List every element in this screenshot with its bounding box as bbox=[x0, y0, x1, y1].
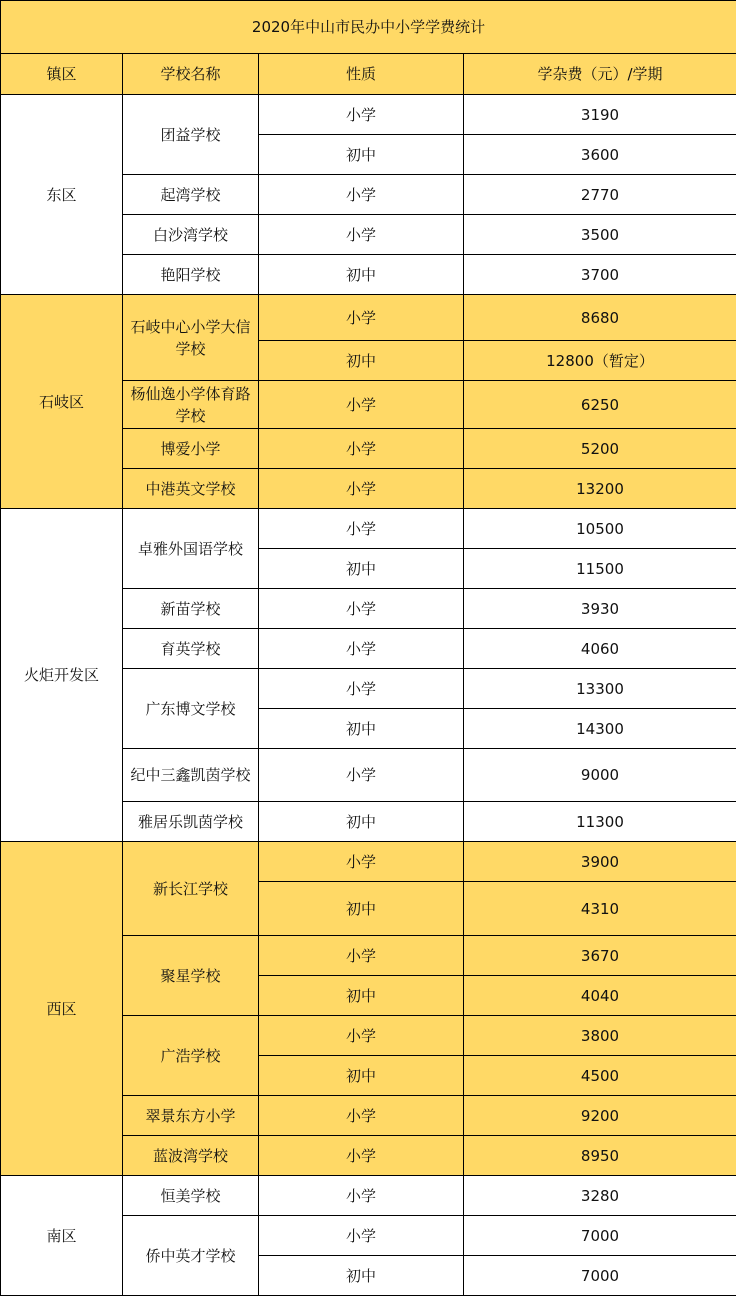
fee-cell: 9200 bbox=[464, 1096, 736, 1136]
fee-cell: 11500 bbox=[464, 549, 736, 589]
table-title: 2020年中山市民办中小学学费统计 bbox=[1, 1, 736, 54]
school-name-cell: 新长江学校 bbox=[123, 842, 259, 936]
fee-cell: 13200 bbox=[464, 469, 736, 509]
school-name-cell: 育英学校 bbox=[123, 629, 259, 669]
school-type-cell: 小学 bbox=[259, 1176, 464, 1216]
fee-cell: 6250 bbox=[464, 381, 736, 429]
school-type-cell: 小学 bbox=[259, 381, 464, 429]
school-name-cell: 杨仙逸小学体育路学校 bbox=[123, 381, 259, 429]
school-name-cell: 中港英文学校 bbox=[123, 469, 259, 509]
school-name-cell: 卓雅外国语学校 bbox=[123, 509, 259, 589]
school-type-cell: 小学 bbox=[259, 95, 464, 135]
school-name-cell: 恒美学校 bbox=[123, 1176, 259, 1216]
header-school: 学校名称 bbox=[123, 54, 259, 95]
school-name-cell: 石岐中心小学大信学校 bbox=[123, 295, 259, 381]
header-fee: 学杂费（元）/学期 bbox=[464, 54, 736, 95]
school-name-cell: 纪中三鑫凯茵学校 bbox=[123, 749, 259, 802]
header-type: 性质 bbox=[259, 54, 464, 95]
school-type-cell: 小学 bbox=[259, 175, 464, 215]
school-type-cell: 小学 bbox=[259, 1216, 464, 1256]
district-cell: 西区 bbox=[1, 842, 123, 1176]
district-cell: 东区 bbox=[1, 95, 123, 295]
fee-cell: 3800 bbox=[464, 1016, 736, 1056]
fee-cell: 2770 bbox=[464, 175, 736, 215]
district-cell: 火炬开发区 bbox=[1, 509, 123, 842]
school-type-cell: 初中 bbox=[259, 1256, 464, 1296]
school-name-cell: 起湾学校 bbox=[123, 175, 259, 215]
table-row bbox=[1, 1176, 736, 1216]
school-type-cell: 初中 bbox=[259, 1056, 464, 1096]
header-district: 镇区 bbox=[1, 54, 123, 95]
fee-cell: 4060 bbox=[464, 629, 736, 669]
school-type-cell: 小学 bbox=[259, 509, 464, 549]
fee-cell: 9000 bbox=[464, 749, 736, 802]
school-name-cell: 团益学校 bbox=[123, 95, 259, 175]
fee-cell: 3500 bbox=[464, 215, 736, 255]
fee-cell: 13300 bbox=[464, 669, 736, 709]
school-type-cell: 小学 bbox=[259, 469, 464, 509]
fee-cell: 12800（暂定） bbox=[464, 341, 736, 381]
school-name-cell: 聚星学校 bbox=[123, 936, 259, 1016]
school-type-cell: 小学 bbox=[259, 749, 464, 802]
school-type-cell: 小学 bbox=[259, 1096, 464, 1136]
school-type-cell: 初中 bbox=[259, 549, 464, 589]
district-cell: 石岐区 bbox=[1, 295, 123, 509]
fee-cell: 4310 bbox=[464, 882, 736, 936]
school-name-cell: 白沙湾学校 bbox=[123, 215, 259, 255]
fee-cell: 11300 bbox=[464, 802, 736, 842]
school-name-cell: 新苗学校 bbox=[123, 589, 259, 629]
school-type-cell: 小学 bbox=[259, 842, 464, 882]
school-name-cell: 艳阳学校 bbox=[123, 255, 259, 295]
school-name-cell: 博爱小学 bbox=[123, 429, 259, 469]
school-type-cell: 初中 bbox=[259, 976, 464, 1016]
school-type-cell: 小学 bbox=[259, 589, 464, 629]
school-type-cell: 小学 bbox=[259, 669, 464, 709]
fee-cell: 10500 bbox=[464, 509, 736, 549]
fee-cell: 3280 bbox=[464, 1176, 736, 1216]
fee-cell: 3670 bbox=[464, 936, 736, 976]
school-type-cell: 初中 bbox=[259, 255, 464, 295]
school-name-cell: 蓝波湾学校 bbox=[123, 1136, 259, 1176]
table-header-row bbox=[1, 54, 736, 95]
district-cell: 南区 bbox=[1, 1176, 123, 1296]
fee-cell: 14300 bbox=[464, 709, 736, 749]
fee-cell: 4500 bbox=[464, 1056, 736, 1096]
fee-cell: 3700 bbox=[464, 255, 736, 295]
school-type-cell: 初中 bbox=[259, 802, 464, 842]
school-type-cell: 初中 bbox=[259, 341, 464, 381]
fee-cell: 7000 bbox=[464, 1256, 736, 1296]
table-body bbox=[1, 95, 736, 1296]
school-type-cell: 小学 bbox=[259, 215, 464, 255]
table-row bbox=[1, 509, 736, 549]
school-name-cell: 侨中英才学校 bbox=[123, 1216, 259, 1296]
fee-cell: 3930 bbox=[464, 589, 736, 629]
fee-cell: 3900 bbox=[464, 842, 736, 882]
fee-cell: 5200 bbox=[464, 429, 736, 469]
school-type-cell: 初中 bbox=[259, 135, 464, 175]
table-row bbox=[1, 295, 736, 341]
school-type-cell: 初中 bbox=[259, 882, 464, 936]
school-name-cell: 翠景东方小学 bbox=[123, 1096, 259, 1136]
school-name-cell: 广东博文学校 bbox=[123, 669, 259, 749]
school-type-cell: 初中 bbox=[259, 709, 464, 749]
school-name-cell: 广浩学校 bbox=[123, 1016, 259, 1096]
fee-cell: 3190 bbox=[464, 95, 736, 135]
school-type-cell: 小学 bbox=[259, 1136, 464, 1176]
fee-cell: 3600 bbox=[464, 135, 736, 175]
fee-cell: 4040 bbox=[464, 976, 736, 1016]
school-type-cell: 小学 bbox=[259, 936, 464, 976]
school-name-cell: 雅居乐凯茵学校 bbox=[123, 802, 259, 842]
school-type-cell: 小学 bbox=[259, 429, 464, 469]
fee-cell: 7000 bbox=[464, 1216, 736, 1256]
table-row bbox=[1, 95, 736, 135]
school-type-cell: 小学 bbox=[259, 295, 464, 341]
fee-cell: 8680 bbox=[464, 295, 736, 341]
school-type-cell: 小学 bbox=[259, 629, 464, 669]
fee-cell: 8950 bbox=[464, 1136, 736, 1176]
table-row bbox=[1, 842, 736, 882]
school-type-cell: 小学 bbox=[259, 1016, 464, 1056]
